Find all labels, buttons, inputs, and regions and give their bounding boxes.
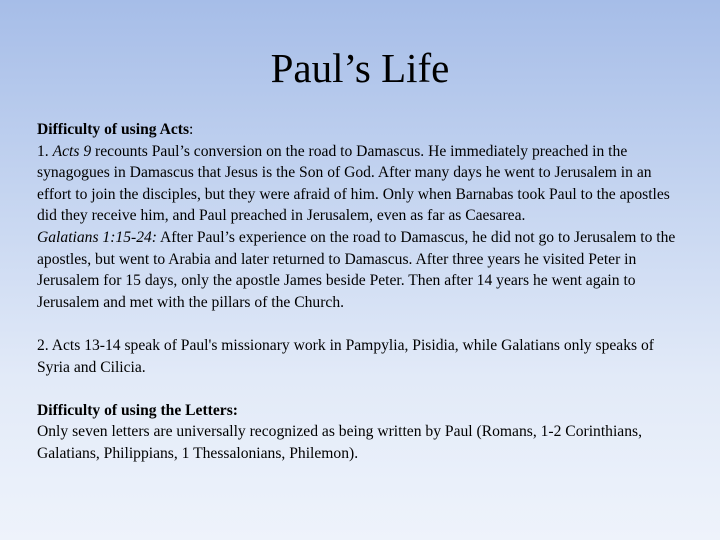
spacer — [37, 378, 677, 400]
acts-difficulty-heading — [37, 119, 677, 141]
point-2-paragraph: 2. Acts 13-14 speak of Paul's missionary work in Pampylia, Pisidia, while Galatians only speaks of Syria and Cilicia. — [37, 336, 654, 376]
slide-body — [37, 119, 677, 465]
point-1-text: recounts Paul’s conversion on the road to Damascus. He immediately preached in the synagogues in Damascus that Jesus is the Son of God. After many days he went to Jerusalem in an effort to join the disciples, but they were afraid of him. Only when Barnabas took Paul to the apostles did they receive him, and Paul preached in Jerusalem, even as far as Caesarea. — [37, 142, 670, 225]
acts-heading-label: Difficulty of using Acts — [37, 121, 190, 138]
spacer — [37, 313, 677, 335]
acts-9-reference: Acts 9 — [52, 142, 92, 160]
point-1-paragraph — [37, 141, 677, 227]
acts-heading-colon: : — [189, 121, 194, 138]
galatians-paragraph — [37, 227, 677, 313]
galatians-reference: Galatians 1:15-24: — [37, 228, 157, 246]
letters-paragraph: Only seven letters are universally recognized as being written by Paul (Romans, 1-2 Corinthians, Galatians, Philippians, 1 Thessalonians, Philemon). — [37, 423, 642, 462]
letters-difficulty-heading: Difficulty of using the Letters: — [37, 401, 238, 419]
point-1-number: 1. — [37, 142, 53, 160]
slide-title: Paul’s Life — [270, 45, 450, 91]
galatians-text: After Paul’s experience on the road to Damascus, he did not go to Jerusalem to the apostles, but went to Arabia and later returned to Damascus. After three years he visited Peter in Jerusalem for 15 days, only the apostle James beside Peter. Then after 14 years he went again to Jerusalem and met with the pillars of the Church. — [37, 228, 676, 311]
